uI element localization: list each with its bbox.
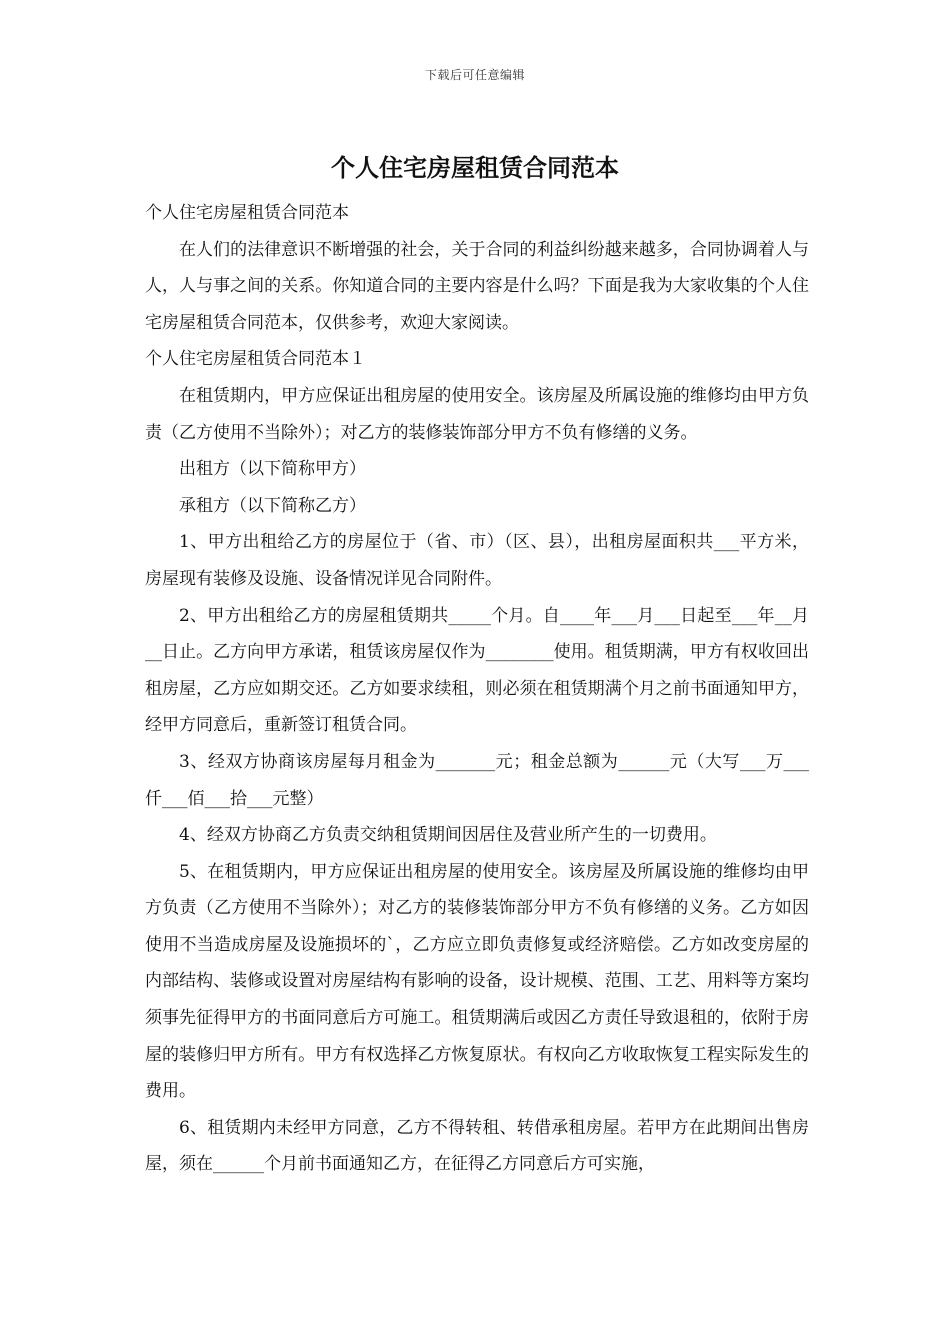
subtitle-line: 个人住宅房屋租赁合同范本 [145, 203, 349, 223]
clause-6: 6、租赁期内未经甲方同意，乙方不得转租、转借承租房屋。若甲方在此期间出售房屋，须在______个月前书面通知乙方，在征得乙方同意后方可实施， [145, 1117, 809, 1175]
section-heading: 个人住宅房屋租赁合同范本１ [145, 349, 366, 370]
intro-paragraph: 在人们的法律意识不断增强的社会，关于合同的利益纠纷越来越多，合同协调着人与人，人与事之间的关系。你知道合同的主要内容是什么吗？下面是我为大家收集的个人住宅房屋租赁合同范本，仅供参考，欢迎大家阅读。 [145, 239, 809, 333]
clause-5: 5、在租赁期内，甲方应保证出租房屋的使用安全。该房屋及所属设施的维修均由甲方负责（乙方使用不当除外）；对乙方的装修装饰部分甲方不负有修缮的义务。乙方如因使用不当造成房屋及设施损坏的`，乙方应立即负责修复或经济赔偿。乙方如改变房屋的内部结构、装修或设置对房屋结构有影响的设备，设计规模、范围、工艺、用料等方案均须事先征得甲方的书面同意后方可施工。租赁期满后或因乙方责任导致退租的，依附于房屋的装修归甲方所有。甲方有权选择乙方恢复原状。有权向乙方收取恢复工程实际发生的费用。 [145, 861, 809, 1102]
document-body [145, 195, 809, 1183]
clause-3: 3、经双方协商该房屋每月租金为_______元；租金总额为______元（大写___万___仟___佰___拾___元整） [145, 751, 809, 809]
clause-2: 2、甲方出租给乙方的房屋租赁期共_____个月。自____年___月___日起至___年__月__日止。乙方向甲方承诺，租赁该房屋仅作为________使用。租赁期满，甲方有权收回出租房屋，乙方应如期交还。乙方如要求续租，则必须在租赁期满个月之前书面通知甲方，经甲方同意后，重新签订租赁合同。 [145, 605, 809, 736]
paragraph: 在租赁期内，甲方应保证出租房屋的使用安全。该房屋及所属设施的维修均由甲方负责（乙方使用不当除外）；对乙方的装修装饰部分甲方不负有修缮的义务。 [145, 385, 809, 443]
header-note: 下载后可任意编辑 [424, 68, 525, 82]
clause-1: 1、甲方出租给乙方的房屋位于（省、市）（区、县），出租房屋面积共___平方米，房屋现有装修及设施、设备情况详见合同附件。 [145, 532, 809, 589]
clause-4: 4、经双方协商乙方负责交纳租赁期间因居住及营业所产生的一切费用。 [179, 825, 717, 846]
document-title: 个人住宅房屋租赁合同范本 [331, 153, 619, 182]
lessee-line: 承租方（以下简称乙方） [179, 495, 366, 516]
lessor-line: 出租方（以下简称甲方） [179, 459, 366, 480]
